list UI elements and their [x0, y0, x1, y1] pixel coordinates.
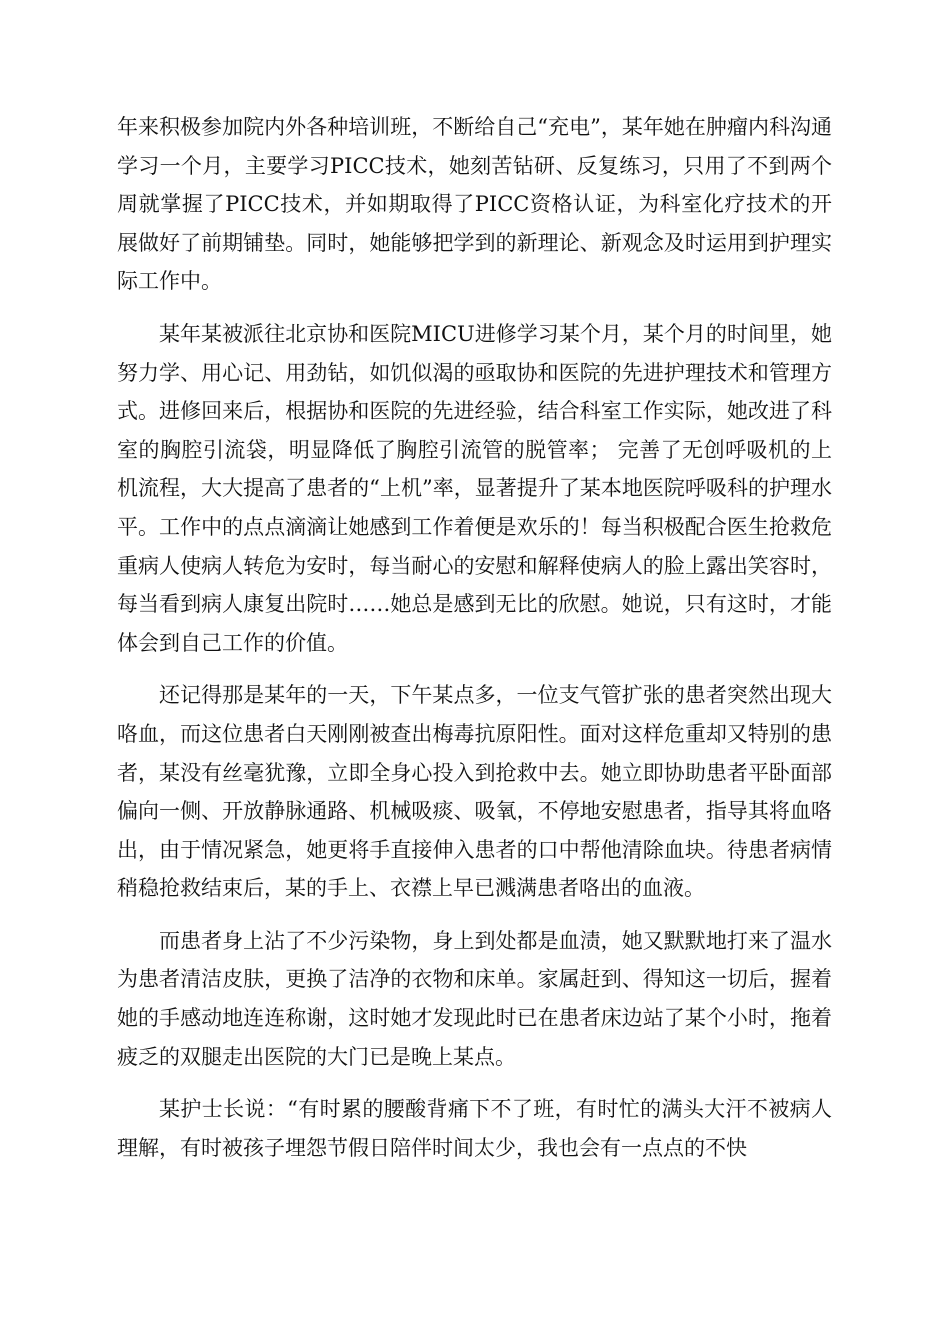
paragraph-2: 某年某被派往北京协和医院MICU进修学习某个月，某个月的时间里，她努力学、用心记、用劲钻，如饥似渴的亟取协和医院的先进护理技术和管理方式。进修回来后，根据协和医院的先进经验，结合科室工作实际，她改进了科室的胸腔引流袋，明显降低了胸腔引流管的脱管率； 完善了无创呼吸机的上机流程，大大提高了患者的“上机”率，显著提升了某本地医院呼吸科的护理水平。工作中的点点滴滴让她感到工作着便是欢乐的！每当积极配合医生抢救危重病人使病人转危为安时，每当耐心的安慰和解释使病人的脸上露出笑容时，每当看到病人康复出院时……她总是感到无比的欣慰。她说，只有这时，才能体会到自己工作的价值。 — [117, 321, 832, 655]
paragraph-3: 还记得那是某年的一天，下午某点多，一位支气管扩张的患者突然出现大咯血，而这位患者白天刚刚被查出梅毒抗原阳性。面对这样危重却又特别的患者，某没有丝毫犹豫，立即全身心投入到抢救中去。她立即协助患者平卧面部偏向一侧、开放静脉通路、机械吸痰、吸氧，不停地安慰患者，指导其将血咯出，由于情况紧急，她更将手直接伸入患者的口中帮他清除血块。待患者病情稍稳抢救结束后，某的手上、衣襟上早已溅满患者咯出的血液。 — [117, 683, 832, 901]
paragraph-1: 年来积极参加院内外各种培训班，不断给自己“充电”，某年她在肿瘤内科沟通学习一个月，主要学习PICC技术，她刻苦钻研、反复练习，只用了不到两个周就掌握了PICC技术，并如期取得了PICC资格认证，为科室化疗技术的开展做好了前期铺垫。同时，她能够把学到的新理论、新观念及时运用到护理实际工作中。 — [117, 115, 832, 294]
paragraph-4: 而患者身上沾了不少污染物，身上到处都是血渍，她又默默地打来了温水为患者清洁皮肤，更换了洁净的衣物和床单。家属赶到、得知这一切后，握着她的手感动地连连称谢，这时她才发现此时已在患者床边站了某个小时，拖着疲乏的双腿走出医院的大门已是晚上某点。 — [117, 928, 832, 1069]
document-body — [117, 108, 832, 1181]
paragraph-5: 某护士长说：“有时累的腰酸背痛下不了班，有时忙的满头大汗不被病人理解，有时被孩子埋怨节假日陪伴时间太少，我也会有一点点的不快 — [117, 1097, 832, 1160]
